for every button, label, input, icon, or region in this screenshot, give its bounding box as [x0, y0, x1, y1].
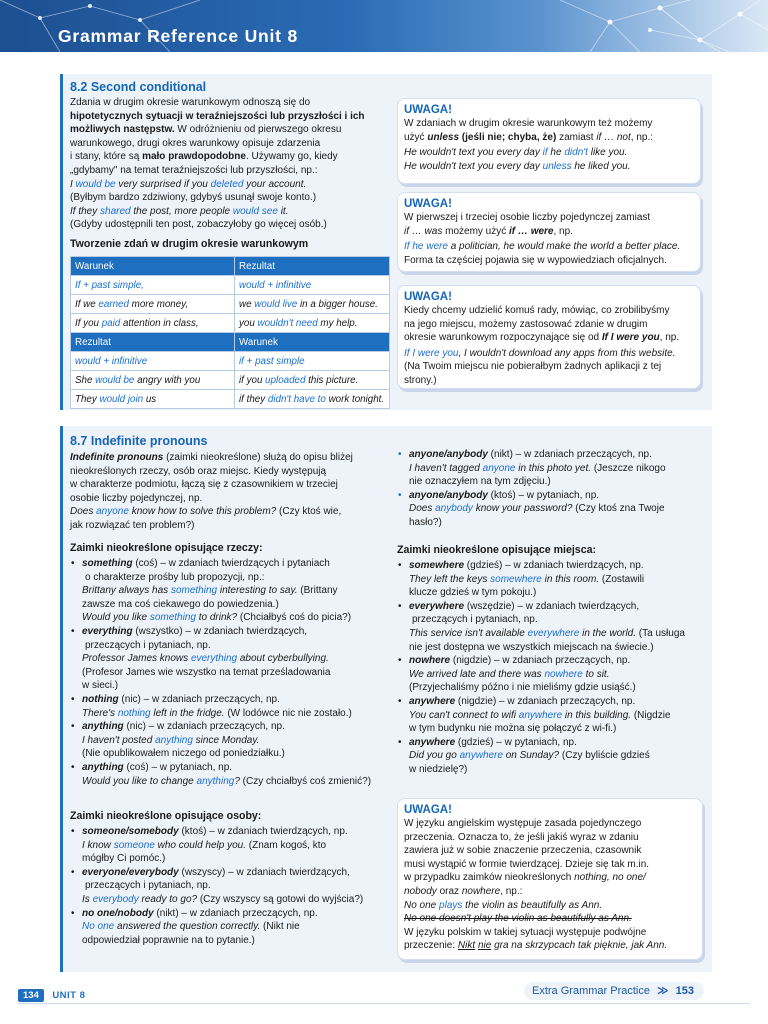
table-header: Rezultat	[71, 333, 235, 352]
table-cell: She would be angry with you	[71, 371, 235, 390]
page-header	[0, 0, 768, 52]
people-subtitle: Zaimki nieokreślone opisujące osoby:	[70, 810, 262, 822]
section-accent-bar	[60, 426, 63, 972]
list-item: • nowhere (nigdzie) – w zdaniach przeczących, np. We arrived late and there was nowhere to sit. (Przyjechaliśmy późno i nie mieliśmy gdzie usiąść.)	[397, 654, 707, 695]
note-title: UWAGA!	[404, 198, 452, 210]
section-8-2	[60, 74, 712, 410]
page-number-right: 153	[675, 985, 694, 997]
list-item: • someone/somebody (ktoś) – w zdaniach twierdzących, np. I know someone who could help you. (Znam kogoś, kto mógłby Ci pomóc.)	[70, 825, 388, 866]
page-title: Grammar Reference Unit 8	[58, 26, 298, 46]
list-item: • anything (coś) – w pytaniach, np. Would you like to change anything? (Czy chciałbyś coś zmienić?)	[70, 761, 388, 788]
list-item: • something (coś) – w zdaniach twierdzących i pytaniach o charakterze prośby lub propozycji, np.: Brittany always has something interesting to say. (Brittany zawsze ma coś ciekawego do powiedzenia.) Would you like something to drink? (Chciałbyś coś do picia?)	[70, 557, 388, 625]
example-sentence: If they shared the post, more people would see it.	[70, 205, 289, 217]
list-item: • anywhere (gdzieś) – w pytaniach, np. Did you go anywhere on Sunday? (Czy byliście gdzieś w niedzielę?)	[397, 736, 707, 777]
table-cell: you wouldn't need my help.	[235, 314, 390, 333]
table-cell: if you uploaded this picture.	[235, 371, 390, 390]
table-title: Tworzenie zdań w drugim okresie warunkowym	[70, 238, 309, 250]
things-subtitle: Zaimki nieokreślone opisujące rzeczy:	[70, 542, 263, 554]
anyone-list	[397, 448, 703, 530]
list-item: • anything (nic) – w zdaniach przeczących, np. I haven't posted anything since Monday. (Nie opublikowałem niczego od poniedziałku.)	[70, 720, 388, 761]
section-title: 8.2 Second conditional	[70, 80, 207, 94]
unit-label: UNIT 8	[52, 990, 86, 1001]
footer-divider	[18, 1003, 750, 1004]
page-number-left: 134	[18, 989, 44, 1002]
intro-text: Indefinite pronouns (zaimki nieokreślone) służą do opisu bliżej nieokreślonych rzeczy, osób oraz miejsc. Kiedy występują w charakterze podmiotu, łączą się z czasownikiem w trzeciej osobie liczby pojedynczej, np. Does anyone know how to solve this problem? (Czy ktoś wie, jak rozwiązać ten problem?)	[70, 452, 353, 531]
note-box-advice: UWAGA! Kiedy chcemy udzielić komuś rady, mówiąc, co zrobilibyśmy na jego miejscu, możemy zastosować zdanie w drugim okresie warunkowym rozpoczynające się od If I were you, np. If I were you, I wouldn't download any apps from this website. (Na Twoim miejscu nie pobierałbym żadnych aplikacji z tej strony.)	[397, 285, 701, 389]
table-cell: we would live in a bigger house.	[235, 295, 390, 314]
note-title: UWAGA!	[404, 804, 452, 816]
list-item: • everyone/everybody (wszyscy) – w zdaniach twierdzących, przeczących i pytaniach, np. Is everybody ready to go? (Czy wszyscy są gotowi do wyjścia?)	[70, 866, 388, 907]
example-sentence: I would be very surprised if you deleted your account.	[70, 178, 307, 190]
list-item: • somewhere (gdzieś) – w zdaniach twierdzących, np. They left the keys somewhere in this room. (Zostawili klucze gdzieś w tym pokoju.)	[397, 559, 707, 600]
list-item: • anyone/anybody (ktoś) – w pytaniach, np. Does anybody know your password? (Czy ktoś zna Twoje hasło?)	[397, 489, 703, 530]
formula-cell: If + past simple,	[71, 276, 235, 295]
things-list	[70, 557, 388, 788]
list-item: • everywhere (wszędzie) – w zdaniach twierdzących, przeczących i pytaniach, np. This service isn't available everywhere in the world. (Ta usługa nie jest dostępna we wszystkich miejscach na świecie.)	[397, 600, 707, 654]
extra-practice-label: Extra Grammar Practice	[532, 985, 650, 997]
table-header: Warunek	[71, 257, 235, 276]
people-list	[70, 825, 388, 947]
footer-left	[18, 985, 85, 1001]
formula-cell: would + infinitive	[71, 352, 235, 371]
list-item: • no one/nobody (nikt) – w zdaniach przeczących, np. No one answered the question correctly. (Nikt nie odpowiedział poprawnie na to pytanie.)	[70, 907, 388, 948]
table-cell: They would join us	[71, 390, 235, 409]
formula-cell: would + infinitive	[235, 276, 390, 295]
section-8-7	[60, 426, 712, 972]
list-item: • everything (wszystko) – w zdaniach twierdzących, przeczących i pytaniach, np. Professor James knows everything about cyberbullying. (Profesor James wie wszystko na temat prześladowania w sieci.)	[70, 625, 388, 693]
table-cell: If you paid attention in class,	[71, 314, 235, 333]
note-box-were: UWAGA! W pierwszej i trzeciej osobie liczby pojedynczej zamiast if … was możemy użyć if … were, np. If he were a politician, he would make the world a better place. Forma ta częściej pojawia się w wypowiedziach oficjalnych.	[397, 192, 701, 272]
list-item: • anywhere (nigdzie) – w zdaniach przeczących, np. You can't connect to wifi anywhere in this building. (Nigdzie w tym budynku nie można się połączyć z wi-fi.)	[397, 695, 707, 736]
conditional-table	[70, 256, 390, 409]
note-box-unless: UWAGA! W zdaniach w drugim okresie warunkowym też możemy użyć unless (jeśli nie; chyba, że) zamiast if … not, np.: He wouldn't text you every day if he didn't like you. He wouldn't text you every day unless he liked you.	[397, 98, 701, 184]
note-title: UWAGA!	[404, 291, 452, 303]
places-list	[397, 559, 707, 777]
table-header: Warunek	[235, 333, 390, 352]
table-header: Rezultat	[235, 257, 390, 276]
list-item: • anyone/anybody (nikt) – w zdaniach przeczących, np. I haven't tagged anyone in this photo yet. (Jeszcze nikogo nie oznaczyłem na tym zdjęciu.)	[397, 448, 703, 489]
double-chevron-icon: ≫	[657, 985, 669, 997]
extra-grammar-practice-link[interactable]	[524, 982, 704, 1000]
places-subtitle: Zaimki nieokreślone opisujące miejsca:	[397, 544, 597, 556]
section-title: 8.7 Indefinite pronouns	[70, 434, 208, 448]
list-item: • nothing (nic) – w zdaniach przeczących, np. There's nothing left in the fridge. (W lodówce nic nie zostało.)	[70, 693, 388, 720]
section-accent-bar	[60, 74, 63, 410]
note-title: UWAGA!	[404, 104, 452, 116]
formula-cell: if + past simple	[235, 352, 390, 371]
note-box-single-negation: UWAGA! W języku angielskim występuje zasada pojedynczego przeczenia. Oznacza to, że jeśli jakiś wyraz w zdaniu zawiera już w sobie znaczenie przeczenia, czasownik musi wystąpić w formie twierdzącej. Dzieje się tak m.in. w przypadku zaimków nieokreślonych nothing, no one/ nobody oraz nowhere, np.: No one plays the violin as beautifully as Ann. No one doesn't play the violin as beautifully as Ann. W języku polskim w takiej sytuacji występuje podwójne przeczenie: Nikt nie gra na skrzypcach tak pięknie, jak Ann.	[397, 798, 703, 960]
table-cell: if they didn't have to work tonight.	[235, 390, 390, 409]
intro-text: Zdania w drugim okresie warunkowym odnoszą się do hipotetycznych sytuacji w teraźniejszości lub przyszłości i ich możliwych następstw. W odróżnieniu od pierwszego okresu warunkowego, drugi okres warunkowy opisuje zdarzenia i stany, które są mało prawdopodobne. Używamy go, kiedy „gdybamy" na temat teraźniejszości lub przyszłości, np.: I would be very surprised if you deleted your account. (Byłbym bardzo zdziwiony, gdybyś usunął swoje konto.) If they shared the post, more people would see it. (Gdyby udostępnili ten post, zobaczyłoby go więcej osób.)	[70, 96, 386, 232]
table-cell: If we earned more money,	[71, 295, 235, 314]
